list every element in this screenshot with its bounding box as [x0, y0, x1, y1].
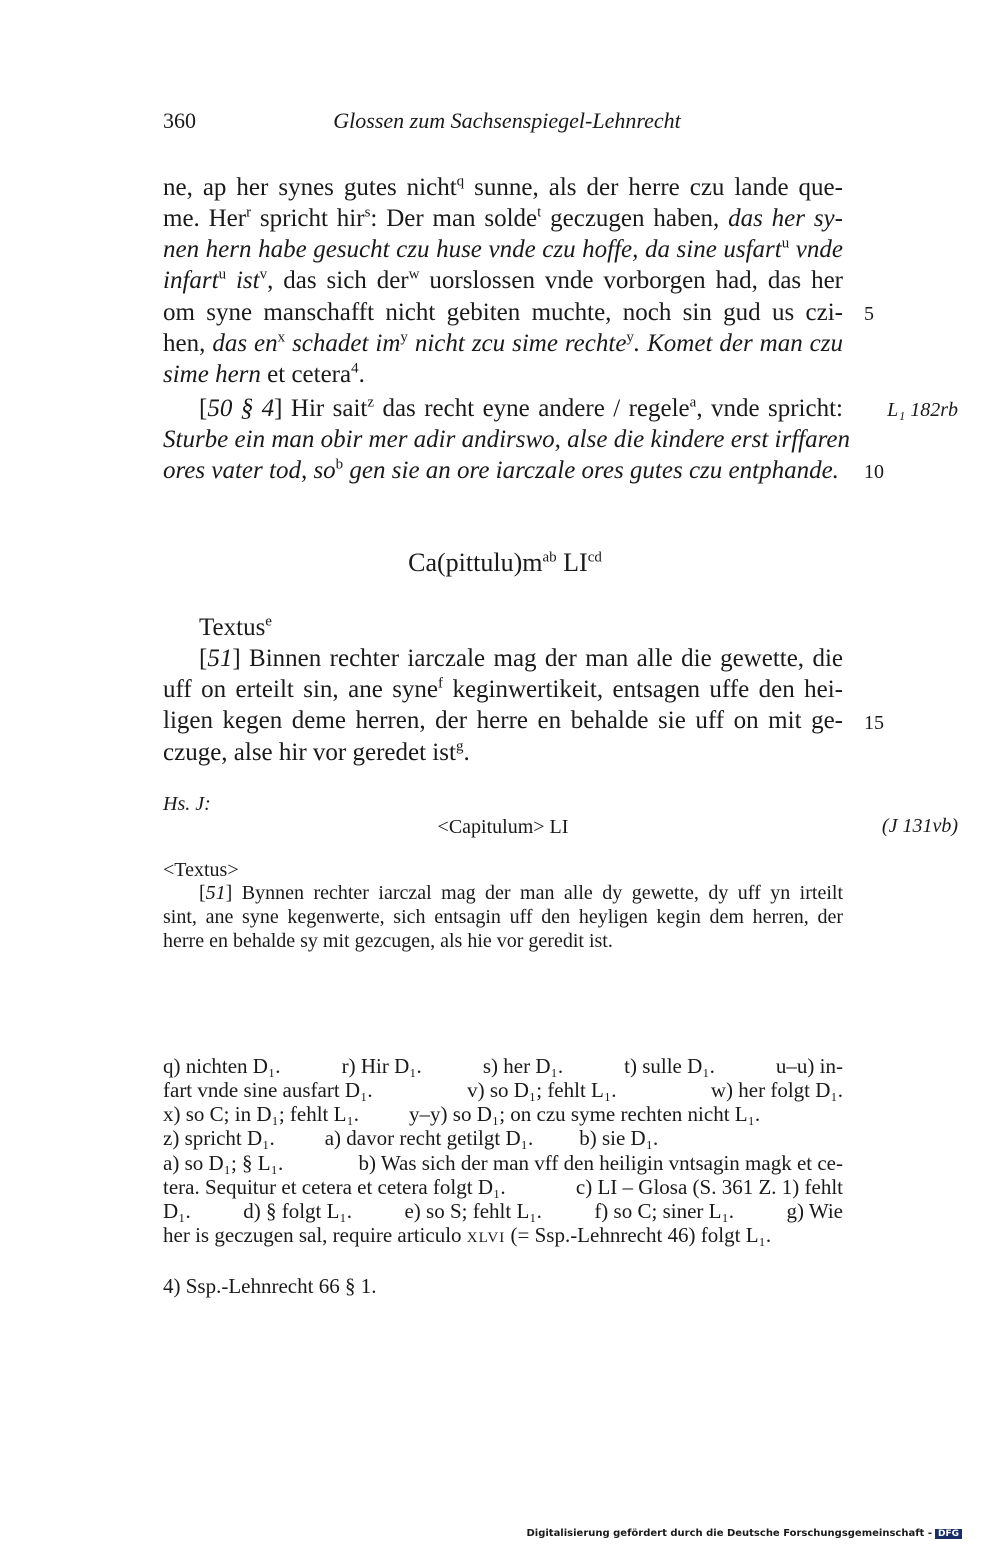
- running-title: Glossen zum Sachsenspiegel-Lehnrecht: [333, 108, 681, 133]
- gloss-line-1: ne, ap her synes gutes nicht$^q$ sunne, als der herre czu lande que-: [163, 173, 843, 201]
- footnote-row-6: tera. Sequitur et cetera et cetera folgt D₁. c) LI – Glosa (S. 361 Z. 1) fehlt: [163, 1175, 843, 1199]
- line-number-15: 15: [864, 712, 884, 734]
- margin-note-j: (J 131vb): [881, 815, 958, 837]
- footnote-row-8: her is geczugen sal, require articulo XLVI (= Ssp.-Lehnrecht 46) folgt L₁.: [163, 1223, 772, 1247]
- textus-line-4: czuge, alse hir vor geredet ist$^g$.: [163, 738, 470, 766]
- textus-heading: Textus$^e$: [199, 613, 272, 641]
- textus-line-2: uff on erteilt sin, ane syne$^f$ keginwertikeit, entsagen uffe den hei-: [163, 675, 843, 703]
- hs-j-line-2: sint, ane syne kegenwerte, sich entsagin uff den heyligen kegin dem herren, der: [163, 906, 843, 928]
- gloss-line-4: infart$^u$ ist$^v$, das sich der$^w$ uorslossen vnde vorborgen had, das her: [163, 266, 843, 294]
- margin-note-l1: L₁ 182rb: [887, 399, 958, 421]
- hs-j-textus: <Textus>: [163, 859, 239, 881]
- page-number: 360: [163, 108, 196, 133]
- hs-j-line-3: herre en behalde sy mit gezcugen, als hie vor geredit ist.: [163, 930, 613, 952]
- gloss-line-7: sime hern et cetera$^4$.: [163, 360, 365, 388]
- gloss-line-5: om syne manschafft nicht gebiten muchte, noch sin gud us czi-: [163, 299, 843, 326]
- footnote-row-3: x) so C; in D₁; fehlt L₁. y–y) so D₁; on czu syme rechten nicht L₁.: [163, 1102, 761, 1126]
- chapter-heading: $Ca(pittulu)m^{ab}$ $LI^{cd}$: [408, 548, 602, 577]
- footnote-row-7: D₁. d) § folgt L₁. e) so S; fehlt L₁. f) so C; siner L₁. g) Wie: [163, 1199, 843, 1223]
- funding-footer: Digitalisierung gefördert durch die Deutsche Forschungsgemeinschaft - DFG: [526, 1528, 962, 1539]
- textus-line-3: ligen kegen deme herren, der herre en behalde sie uff on mit ge-: [163, 707, 843, 734]
- gloss-line-9: Sturbe ein man obir mer adir andirswo, alse die kindere erst irffaren: [163, 426, 850, 453]
- source-footnote: 4) Ssp.-Lehnrecht 66 § 1.: [163, 1274, 377, 1298]
- line-number-5: 5: [864, 303, 874, 325]
- footnote-row-5: a) so D₁; § L₁. b) Was sich der man vff den heiligin vntsagin magk et ce-: [163, 1151, 843, 1175]
- textus-line-1: [51] Binnen rechter iarczale mag der man alle die gewette, die: [199, 645, 843, 672]
- line-number-10: 10: [864, 461, 884, 483]
- footnote-row-4: z) spricht D₁. a) davor recht getilgt D₁. b) sie D₁.: [163, 1126, 659, 1150]
- footnote-row-1: q) nichten D₁. r) Hir D₁. s) her D₁. t) sulle D₁. u–u) in-: [163, 1054, 843, 1078]
- gloss-line-8: [50 § 4] Hir sait$^z$ das recht eyne andere / regele$^a$, vnde spricht:: [199, 394, 843, 422]
- footnote-row-2: fart vnde sine ausfart D₁. v) so D₁; fehlt L₁. w) her folgt D₁.: [163, 1078, 843, 1102]
- hs-j-capitulum: <Capitulum> LI: [437, 816, 569, 838]
- gloss-line-10: ores vater tod, $so^b$ gen sie an ore iarczale ores gutes czu entphande.: [163, 456, 839, 484]
- gloss-line-2: me. Her$^r$ spricht hir$^s$: Der man solde$^t$ geczugen haben, das her sy-: [163, 204, 843, 232]
- hs-j-label: Hs. J:: [163, 793, 211, 815]
- gloss-line-3: nen hern habe gesucht czu huse vnde czu hoffe, da sine usfart$^u$ vnde: [163, 235, 843, 263]
- hs-j-line-1: [51] Bynnen rechter iarczal mag der man alle dy gewette, dy uff yn irteilt: [199, 882, 843, 904]
- dfg-logo: DFG: [935, 1529, 962, 1539]
- gloss-line-6: hen, das $en^x$ schadet $im^y$ nicht zcu sime rechte$^y$. Komet der man czu: [163, 329, 843, 357]
